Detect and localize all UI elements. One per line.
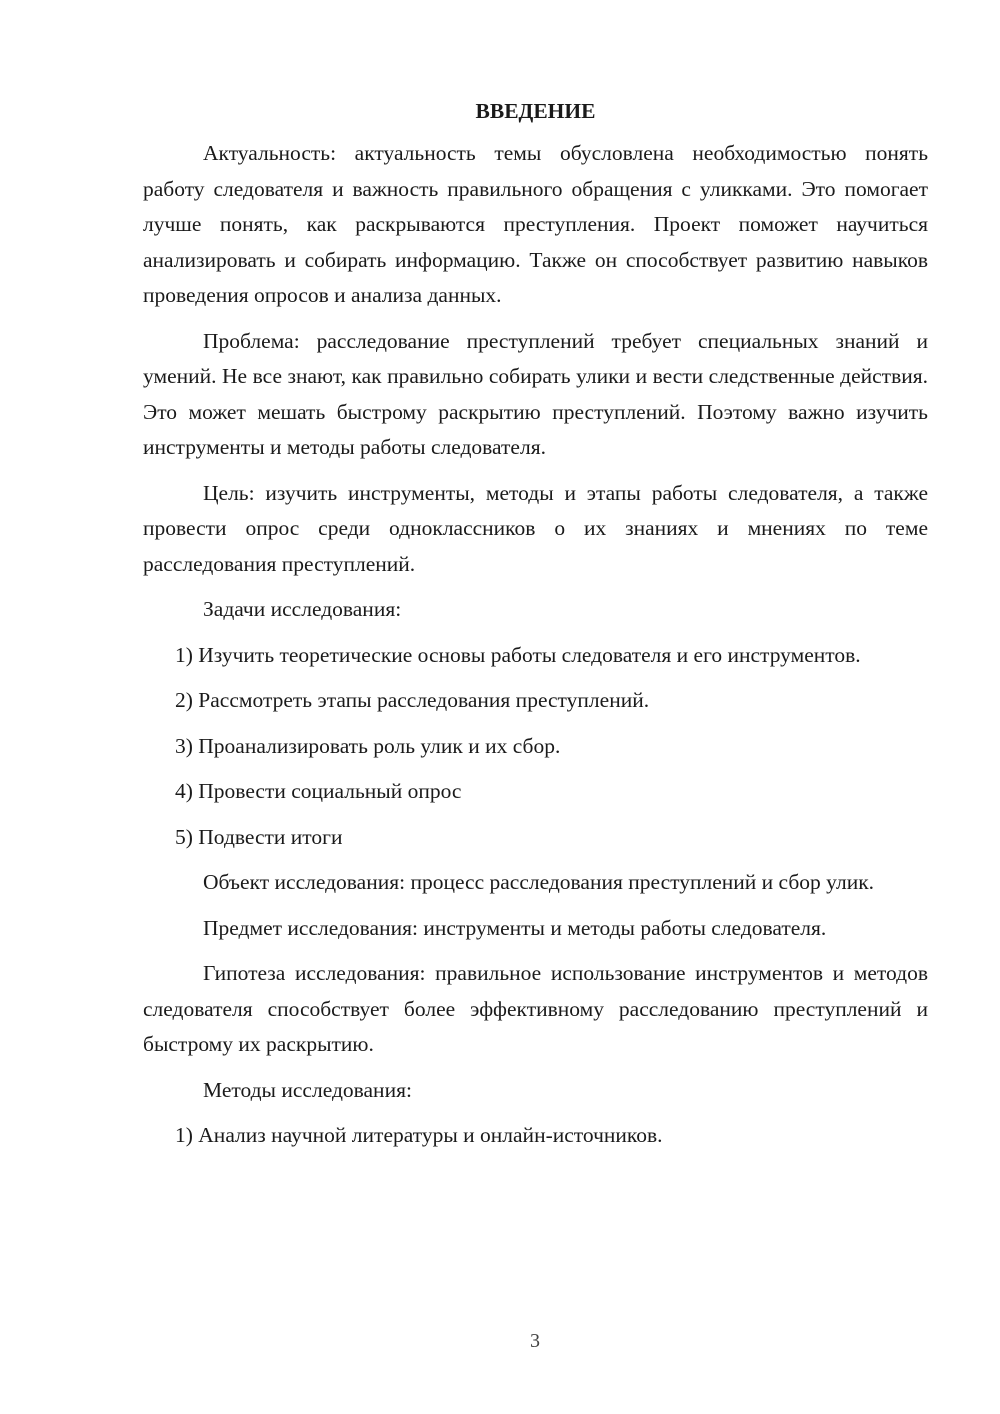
hypothesis-paragraph: Гипотеза исследования: правильное использование инструментов и методов следователя способствует более эффективному расследованию преступлений и быстрому их раскрытию. — [143, 961, 928, 1056]
page-title: ВВЕДЕНИЕ — [475, 99, 596, 123]
page-number: 3 — [530, 1330, 540, 1352]
subject-paragraph: Предмет исследования: инструменты и методы работы следователя. — [203, 915, 827, 940]
task-item-4: 4) Провести социальный опрос — [175, 779, 462, 803]
task-item-2: 2) Рассмотреть этапы расследования преступлений. — [175, 688, 650, 712]
task-item-1: 1) Изучить теоретические основы работы следователя и его инструментов. — [175, 642, 861, 667]
goal-paragraph: Цель: изучить инструменты, методы и этапы работы следователя, а также провести опрос среди одноклассников о их знаниях и мнениях по теме расследования преступлений. — [143, 480, 928, 576]
task-item-3: 3) Проанализировать роль улик и их сбор. — [175, 733, 561, 758]
task-item-5: 5) Подвести итоги — [175, 824, 343, 849]
relevance-paragraph: Актуальность: актуальность темы обусловлена необходимостью понять работу следователя и важность правильного обращения с уликками. Это помогает лучше понять, как раскрываются преступления. Проект поможет научиться анализировать и собирать информацию. Также он способствует развитию навыков проведения опросов и анализа данных. — [143, 141, 928, 307]
object-paragraph: Объект исследования: процесс расследования преступлений и сбор улик. — [203, 870, 875, 894]
page-content — [143, 96, 928, 1164]
methods-heading: Методы исследования: — [203, 1077, 412, 1102]
tasks-heading: Задачи исследования: — [203, 597, 402, 621]
method-item-1: 1) Анализ научной литературы и онлайн-источников. — [175, 1123, 663, 1147]
problem-paragraph: Проблема: расследование преступлений требует специальных знаний и умений. Не все знают, как правильно собирать улики и вести следственные действия. Это может мешать быстрому раскрытию преступлений. Поэтому важно изучить инструменты и методы работы следователя. — [143, 328, 928, 459]
